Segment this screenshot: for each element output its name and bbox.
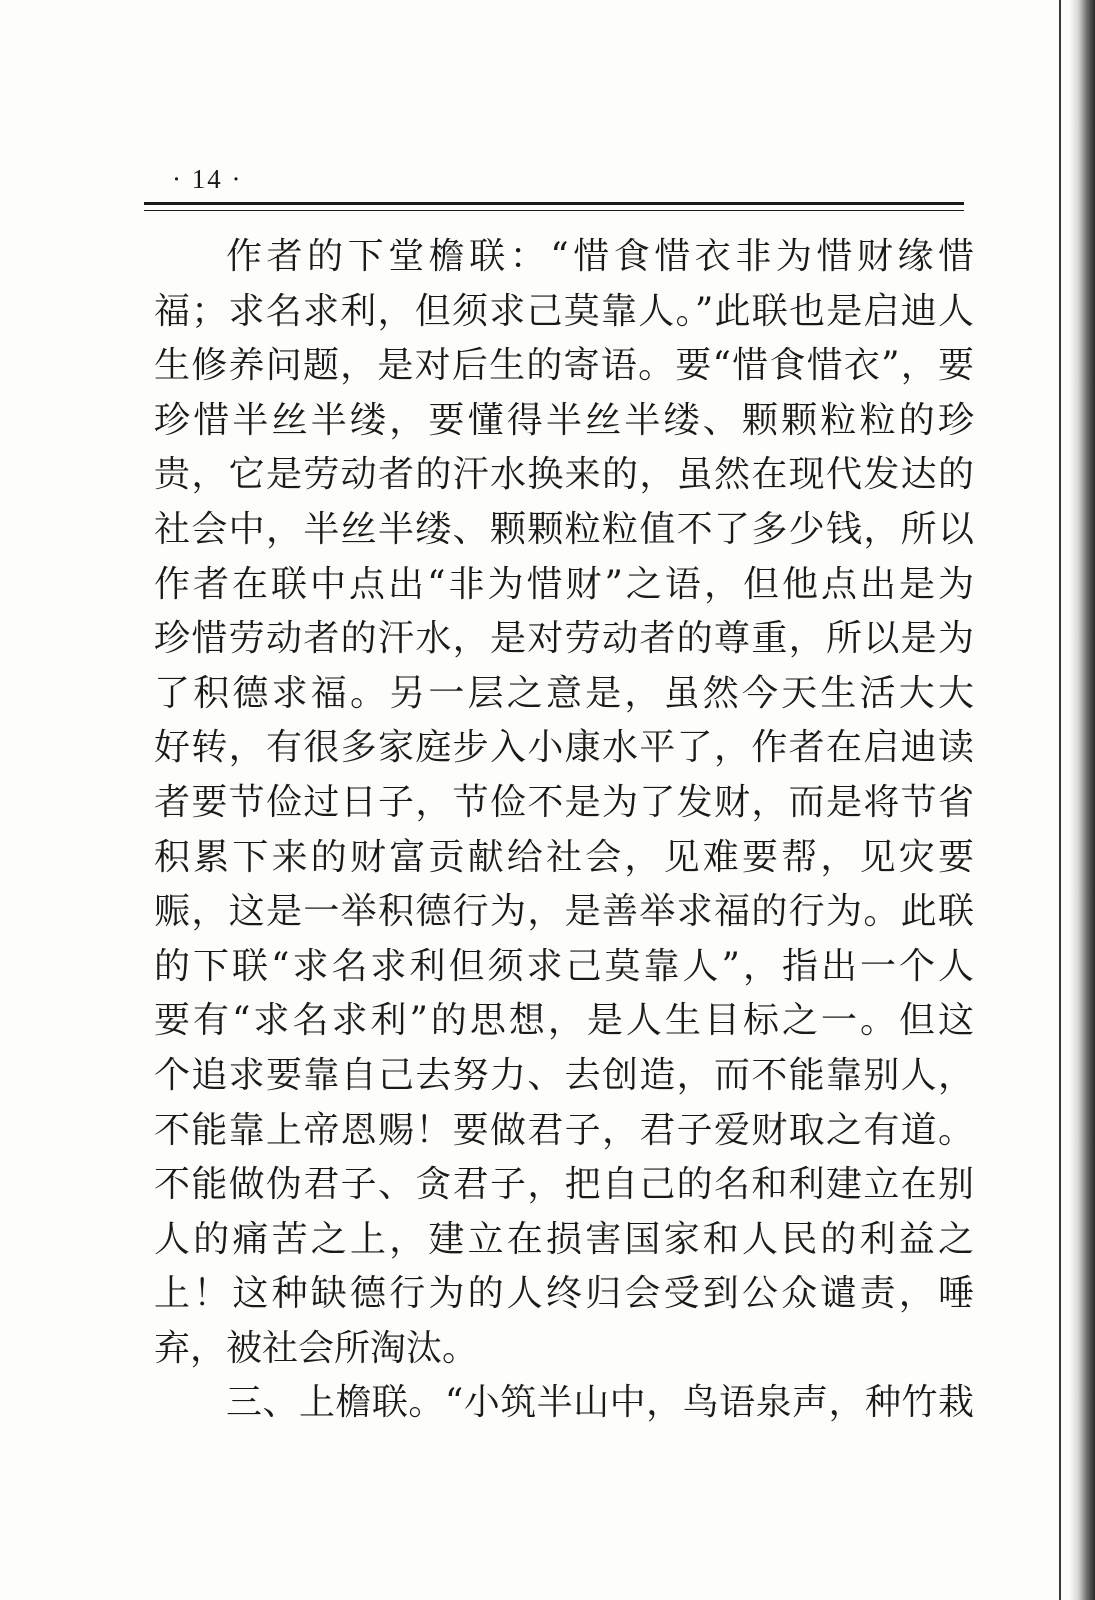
text-line: 了积德求福。另一层之意是，虽然今天生活大大	[154, 672, 974, 714]
text-line: 不能做伪君子、贪君子，把自己的名和利建立在别	[154, 1164, 974, 1206]
body-text	[154, 230, 974, 1431]
text-line: 生修养问题，是对后生的寄语。要“惜食惜衣”，要	[154, 345, 974, 387]
text-line: 珍惜半丝半缕，要懂得半丝半缕、颗颗粒粒的珍	[154, 399, 974, 441]
text-line: 不能靠上帝恩赐！要做君子，君子爱财取之有道。	[154, 1109, 974, 1151]
text-line: 三、上檐联。“小筑半山中，鸟语泉声，种竹栽	[226, 1382, 974, 1424]
header-rule-thick	[144, 202, 964, 205]
text-line: 珍惜劳动者的汗水，是对劳动者的尊重，所以是为	[154, 618, 974, 660]
text-line: 作者的下堂檐联：“惜食惜衣非为惜财缘惜	[226, 236, 974, 277]
text-line: 积累下来的财富贡献给社会，见难要帮，见灾要	[154, 836, 974, 878]
text-line: 者要节俭过日子，节俭不是为了发财，而是将节省	[154, 781, 974, 823]
text-line: 的下联“求名求利但须求己莫靠人”，指出一个人	[154, 945, 974, 987]
text-line: 个追求要靠自己去努力、去创造，而不能靠别人，	[154, 1054, 974, 1096]
text-line: 弃，被社会所淘汰。	[154, 1327, 479, 1369]
text-line: 上！这种缺德行为的人终归会受到公众谴责，唾	[154, 1273, 974, 1315]
header-rule-thin	[144, 210, 964, 211]
page-edge-line	[1059, 0, 1061, 1600]
text-line: 要有“求名求利”的思想，是人生目标之一。但这	[154, 1000, 974, 1042]
text-line: 赈，这是一举积德行为，是善举求福的行为。此联	[154, 891, 974, 933]
text-line: 人的痛苦之上，建立在损害国家和人民的利益之	[154, 1218, 974, 1260]
text-line: 福；求名求利，但须求己莫靠人。”此联也是启迪人	[154, 290, 974, 332]
text-line: 贵，它是劳动者的汗水换来的，虽然在现代发达的	[154, 454, 974, 496]
page-edge-shadow	[1069, 0, 1095, 1600]
text-line: 好转，有很多家庭步入小康水平了，作者在启迪读	[154, 727, 974, 769]
page-number: · 14 ·	[172, 164, 243, 194]
text-line: 作者在联中点出“非为惜财”之语，但他点出是为	[154, 563, 974, 605]
text-line: 社会中，半丝半缕、颗颗粒粒值不了多少钱，所以	[154, 508, 974, 550]
